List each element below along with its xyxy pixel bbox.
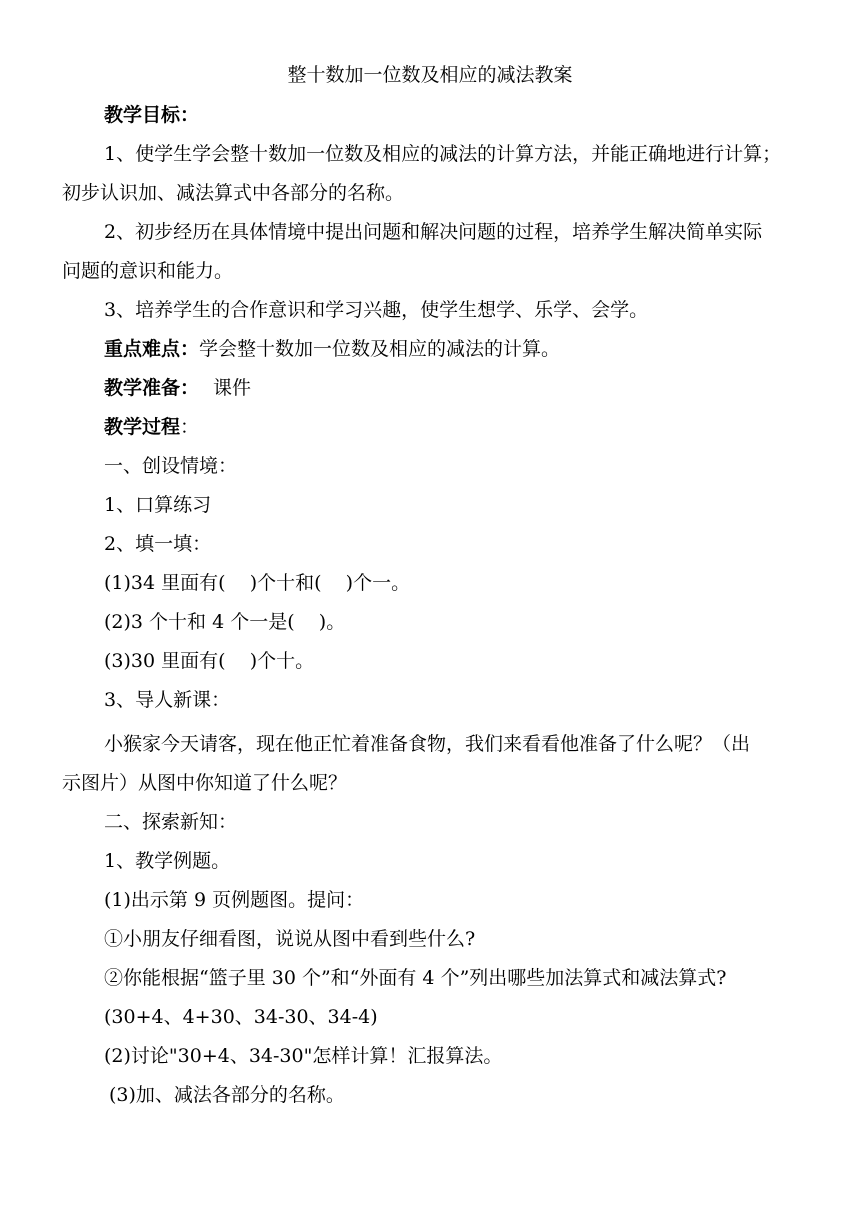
goal2-line2: 问题的意识和能力。 bbox=[62, 260, 234, 282]
process-colon: ： bbox=[180, 416, 200, 438]
key-points bbox=[104, 334, 560, 364]
fill1: (1)34 里面有( )个十和( )个一。 bbox=[104, 572, 411, 594]
s1-item1: 1、口算练习 bbox=[104, 494, 212, 516]
s1-item2: 2、填一填： bbox=[104, 533, 212, 555]
prep-text: 课件 bbox=[213, 377, 252, 399]
intro-line2: 示图片）从图中你知道了什么呢？ bbox=[62, 772, 348, 794]
step2: (2)讨论"30+4、34-30"怎样计算！汇报算法。 bbox=[104, 1045, 503, 1067]
s1-item3: 3、导人新课： bbox=[104, 689, 231, 711]
answer: (30+4、4+30、34-30、34-4) bbox=[104, 1006, 378, 1028]
intro-line1: 小猴家今天请客，现在他正忙着准备食物，我们来看看他准备了什么呢？（出 bbox=[104, 733, 751, 755]
process-label: 教学过程 bbox=[104, 416, 181, 438]
question1: ①小朋友仔细看图，说说从图中看到些什么? bbox=[104, 928, 476, 950]
goal-heading: 教学目标： bbox=[104, 104, 200, 126]
prep-label: 教学准备： bbox=[104, 377, 200, 399]
preparation bbox=[104, 373, 251, 403]
goal1-line2: 初步认识加、减法算式中各部分的名称。 bbox=[62, 182, 405, 204]
question2: ②你能根据“篮子里 30 个”和“外面有 4 个”列出哪些加法算式和减法算式? bbox=[104, 967, 727, 989]
goal3: 3、培养学生的合作意识和学习兴趣，使学生想学、乐学、会学。 bbox=[104, 299, 649, 321]
process-heading bbox=[104, 412, 199, 442]
section1-heading: 一、创设情境： bbox=[104, 455, 238, 477]
fill2: (2)3 个十和 4 个一是( )。 bbox=[104, 611, 346, 633]
s2-item1: 1、教学例题。 bbox=[104, 850, 231, 872]
key-label: 重点难点： bbox=[104, 338, 200, 360]
step3: (3)加、减法各部分的名称。 bbox=[109, 1084, 345, 1106]
document-title: 整十数加一位数及相应的减法教案 bbox=[287, 64, 573, 86]
fill3: (3)30 里面有( )个十。 bbox=[104, 650, 315, 672]
step1: (1)出示第 9 页例题图。提问： bbox=[104, 889, 365, 911]
key-text: 学会整十数加一位数及相应的减法的计算。 bbox=[199, 338, 561, 360]
goal2-line1: 2、初步经历在具体情境中提出问题和解决问题的过程，培养学生解决简单实际 bbox=[104, 221, 763, 243]
goal1-line1: 1、使学生学会整十数加一位数及相应的减法的计算方法，并能正确地进行计算； bbox=[104, 143, 782, 165]
section2-heading: 二、探索新知： bbox=[104, 811, 238, 833]
